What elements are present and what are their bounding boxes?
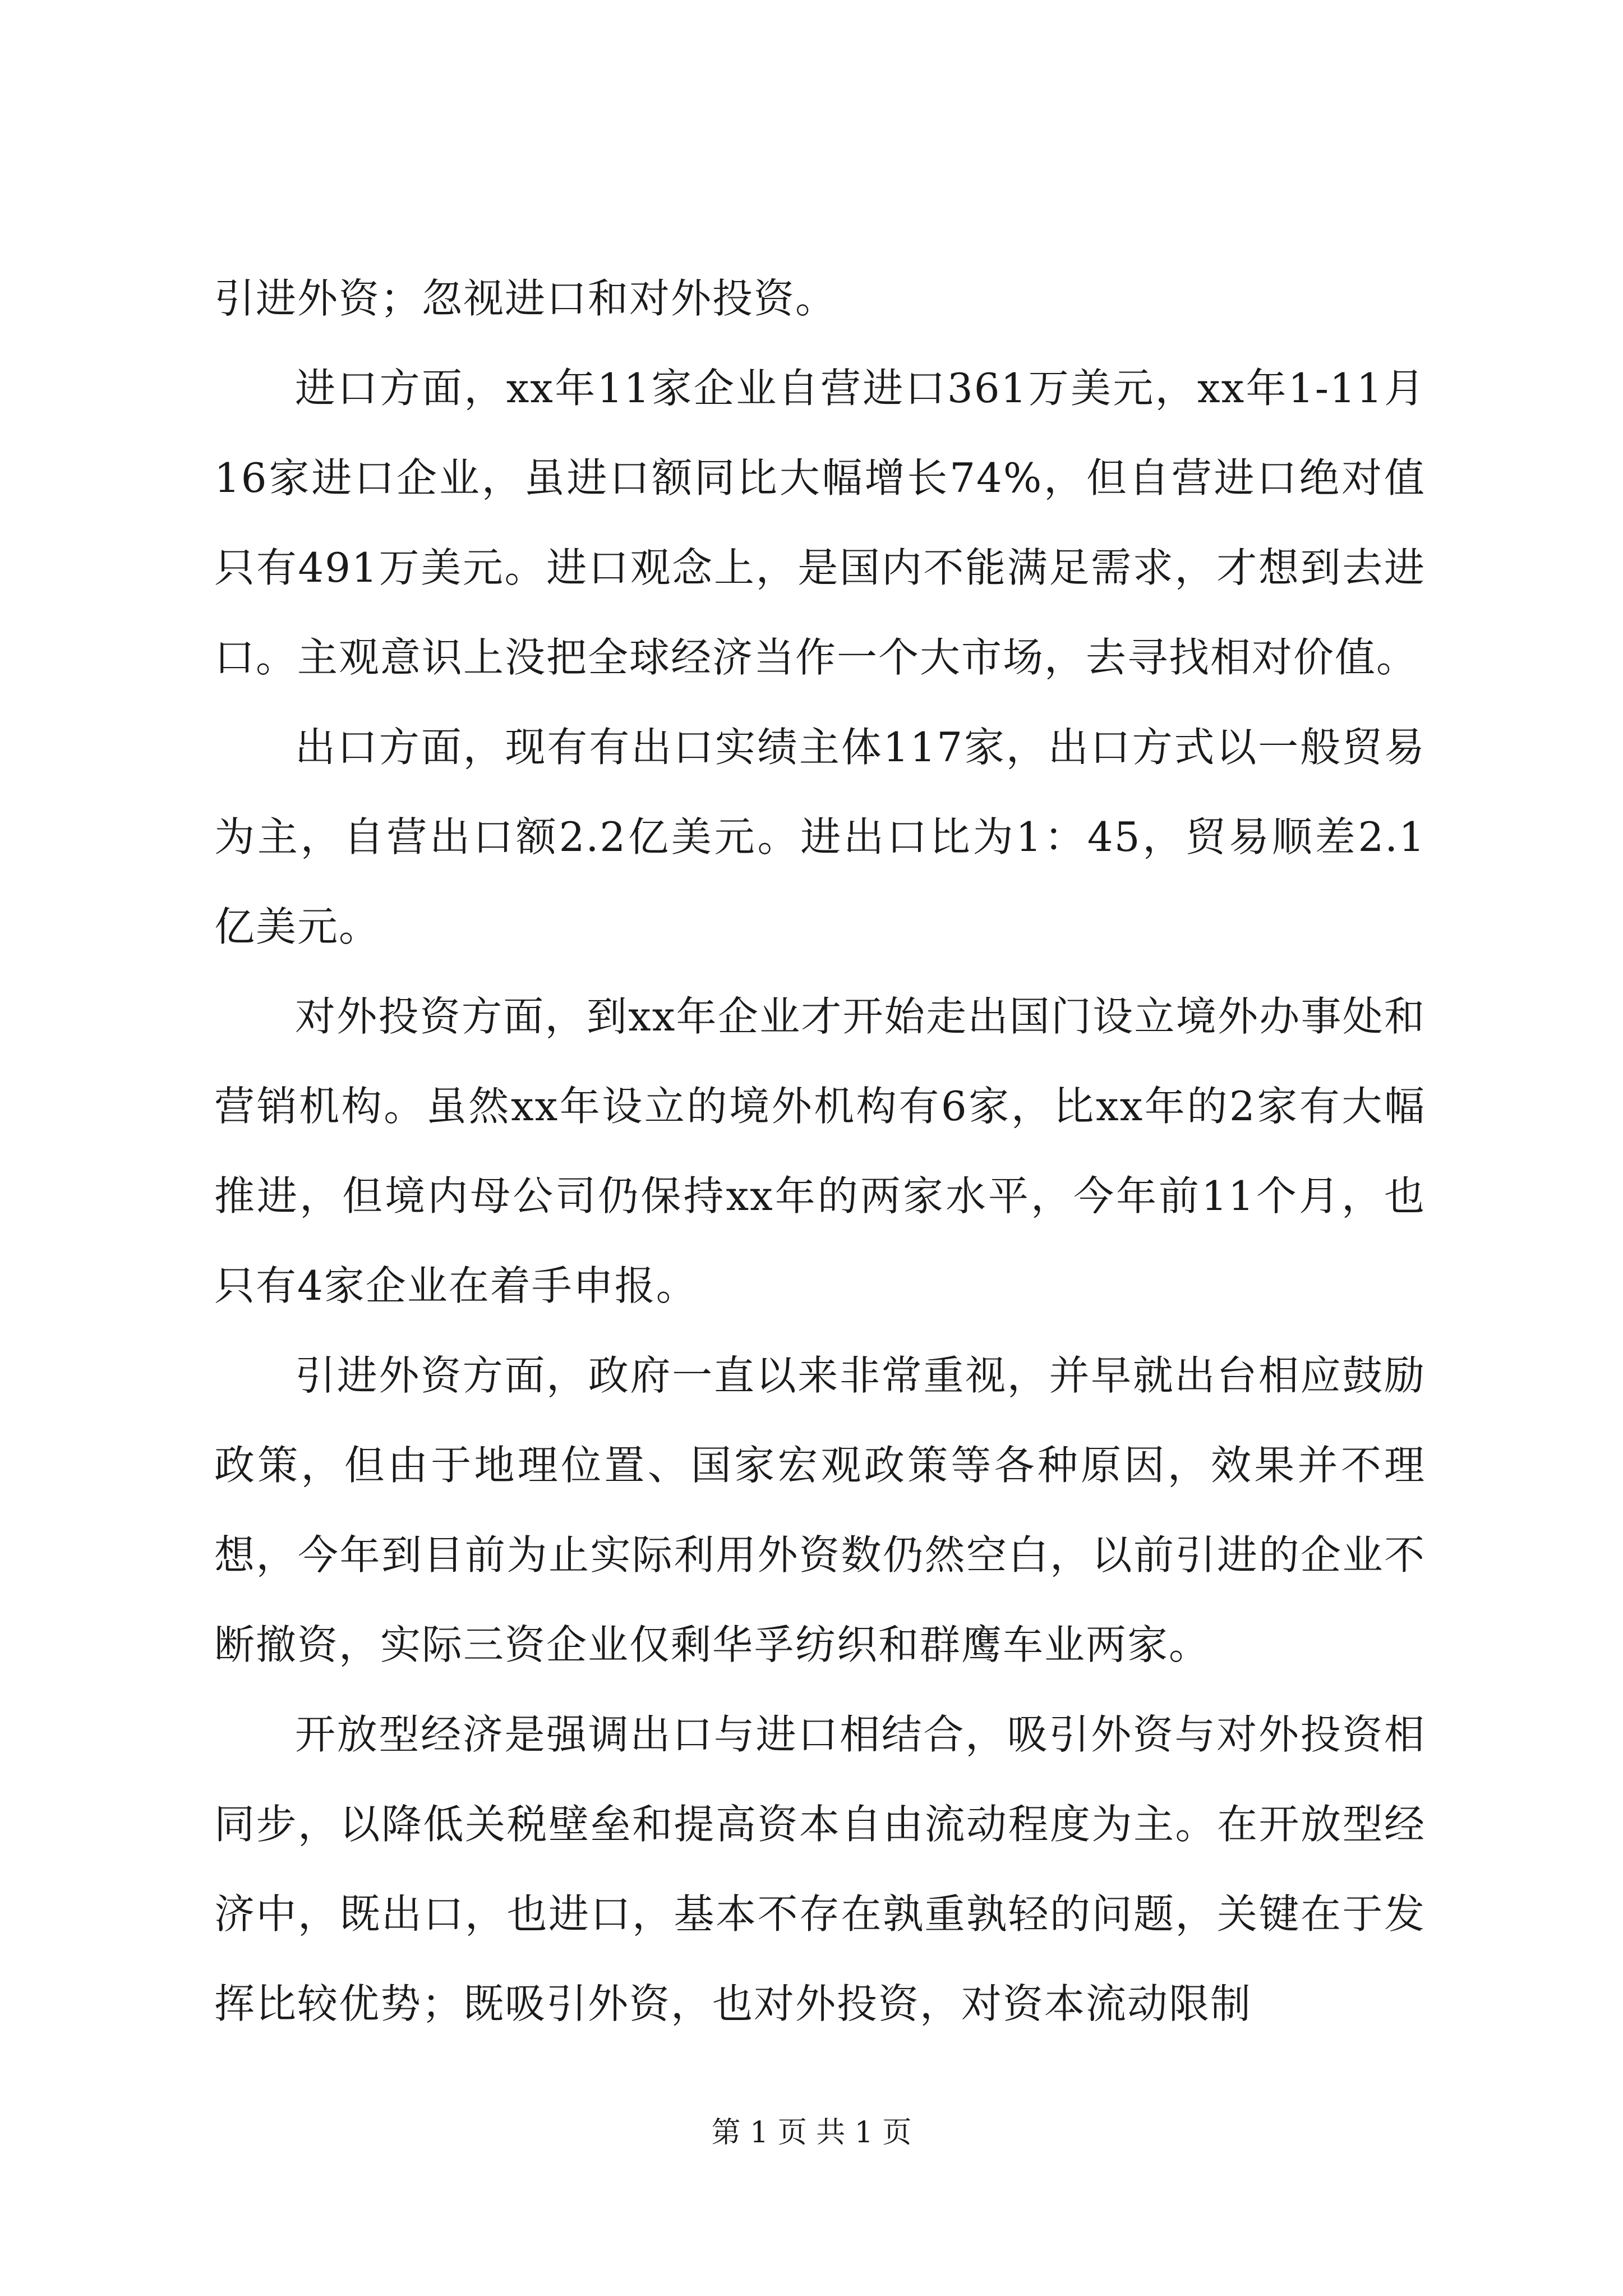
paragraph-3: 出口方面，现有有出口实绩主体117家，出口方式以一般贸易为主，自营出口额2.2亿美元。进出口比为1：45，贸易顺差2.1亿美元。: [214, 724, 1426, 950]
paragraph-1: 引进外资；忽视进口和对外投资。: [214, 275, 837, 322]
paragraph-2: 进口方面，xx年11家企业自营进口361万美元，xx年1-11月16家进口企业，虽进口额同比大幅增长74%，但自营进口绝对值只有491万美元。进口观念上，是国内不能满足需求，才想到去进口。主观意识上没把全球经济当作一个大市场，去寻找相对价值。: [214, 365, 1426, 681]
document-body: [214, 254, 1426, 2049]
paragraph-4: 对外投资方面，到xx年企业才开始走出国门设立境外办事处和营销机构。虽然xx年设立的境外机构有6家，比xx年的2家有大幅推进，但境内母公司仍保持xx年的两家水平，今年前11个月，也只有4家企业在着手申报。: [214, 993, 1426, 1309]
paragraph-5: 引进外资方面，政府一直以来非常重视，并早就出台相应鼓励政策，但由于地理位置、国家宏观政策等各种原因，效果并不理想，今年到目前为止实际利用外资数仍然空白，以前引进的企业不断撤资，实际三资企业仅剩华孚纺织和群鹰车业两家。: [214, 1352, 1426, 1668]
page-footer: 第 1 页 共 1 页: [711, 2116, 912, 2150]
paragraph-6: 开放型经济是强调出口与进口相结合，吸引外资与对外投资相同步，以降低关税壁垒和提高资本自由流动程度为主。在开放型经济中，既出口，也进口，基本不存在孰重孰轻的问题，关键在于发挥比较优势；既吸引外资，也对外投资，对资本流动限制: [214, 1711, 1426, 2027]
